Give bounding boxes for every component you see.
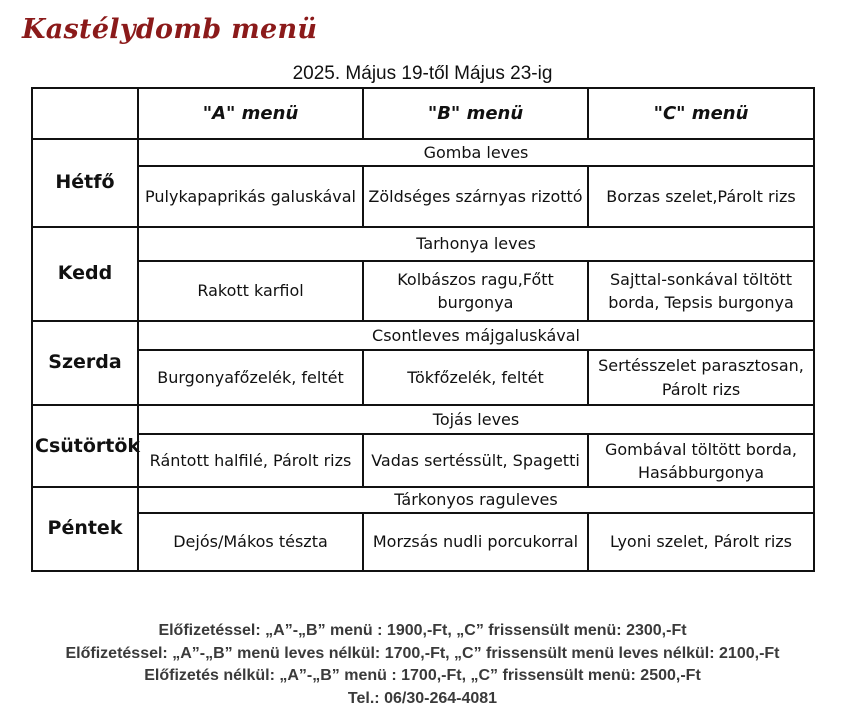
header-menu-c: "C" menü [588, 88, 814, 139]
soup-cell: Csontleves májgaluskával [138, 321, 814, 350]
date-range: 2025. Május 19-től Május 23-ig [292, 63, 553, 84]
menu-b-cell: Zöldséges szárnyas rizottó [363, 166, 588, 226]
menu-a-cell: Dejós/Mákos tészta [138, 513, 363, 571]
meal-row [32, 350, 814, 405]
meal-row [32, 261, 814, 321]
price-info [0, 620, 845, 710]
corner-cell [32, 88, 138, 139]
day-label: Kedd [32, 227, 138, 321]
soup-cell: Gomba leves [138, 139, 814, 166]
menu-a-cell: Rakott karfiol [138, 261, 363, 321]
meal-row [32, 434, 814, 487]
day-label: Szerda [32, 321, 138, 405]
soup-row [32, 487, 814, 512]
header-menu-b: "B" menü [363, 88, 588, 139]
soup-cell: Tárkonyos raguleves [138, 487, 814, 512]
menu-b-cell: Vadas sertéssült, Spagetti [363, 434, 588, 487]
menu-b-cell: Morzsás nudli porcukorral [363, 513, 588, 571]
menu-title: Kastélydomb menü [22, 14, 318, 45]
meal-row [32, 513, 814, 571]
header-menu-a: "A" menü [138, 88, 363, 139]
phone-number: Tel.: 06/30-264-4081 [347, 689, 498, 707]
menu-a-cell: Burgonyafőzelék, feltét [138, 350, 363, 405]
menu-c-cell: Lyoni szelet, Párolt rizs [588, 513, 814, 571]
menu-c-cell: Borzas szelet,Párolt rizs [588, 166, 814, 226]
day-label: Péntek [32, 487, 138, 571]
soup-row [32, 405, 814, 434]
day-label: Csütörtök [32, 405, 138, 487]
soup-row [32, 139, 814, 166]
menu-c-cell: Sajttal-sonkával töltött borda, Tepsis burgonya [588, 261, 814, 321]
soup-cell: Tojás leves [138, 405, 814, 434]
price-line: Előfizetés nélkül: „A”-„B” menü : 1700,-Ft, „C” frissensült menü: 2500,-Ft [144, 667, 701, 684]
menu-b-cell: Tökfőzelék, feltét [363, 350, 588, 405]
menu-b-cell: Kolbászos ragu,Főtt burgonya [363, 261, 588, 321]
menu-c-cell: Sertésszelet parasztosan, Párolt rizs [588, 350, 814, 405]
header-row [32, 88, 814, 139]
soup-row [32, 321, 814, 350]
soup-cell: Tarhonya leves [138, 227, 814, 261]
day-label: Hétfő [32, 139, 138, 226]
menu-a-cell: Rántott halfilé, Párolt rizs [138, 434, 363, 487]
price-line: Előfizetéssel: „A”-„B” menü leves nélkül: 1700,-Ft, „C” frissensült menü leves nélkül: 2100,-Ft [65, 644, 780, 662]
menu-table [31, 87, 815, 572]
price-line: Előfizetéssel: „A”-„B” menü : 1900,-Ft, „C” frissensült menü: 2300,-Ft [158, 622, 687, 639]
meal-row [32, 166, 814, 226]
menu-a-cell: Pulykapaprikás galuskával [138, 166, 363, 226]
soup-row [32, 227, 814, 261]
menu-c-cell: Gombával töltött borda, Hasábburgonya [588, 434, 814, 487]
